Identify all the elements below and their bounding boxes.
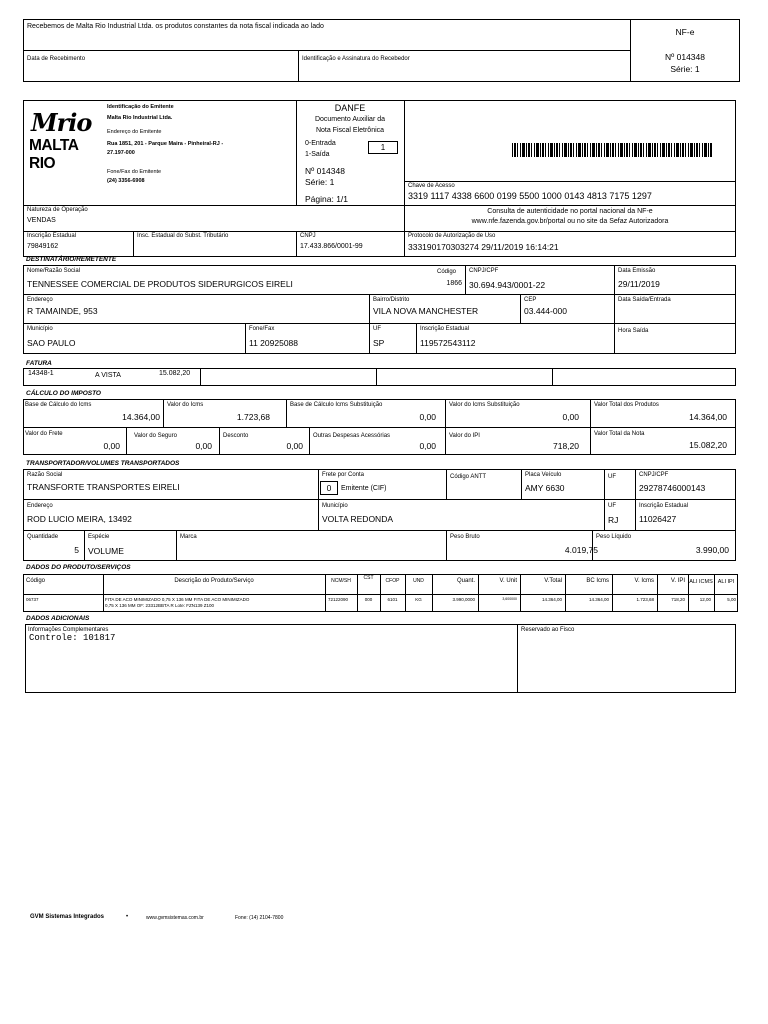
transp-cnpj-label: CNPJ/CPF (639, 472, 669, 478)
col-vicms: V. Icms (634, 578, 654, 584)
col-vtotal: V.Total (544, 578, 562, 584)
row-vicms: 1.723,68 (636, 597, 654, 602)
emitente-cnpj: 17.433.866/0001-99 (300, 243, 363, 250)
emitente-cnpj-label: CNPJ (300, 233, 316, 239)
canhoto-serie: Série: 1 (670, 64, 700, 74)
reservado-fisco-label: Reservado ao Fisco (521, 627, 575, 633)
transp-end-label: Endereço (27, 503, 53, 509)
danfe-sub1: Documento Auxiliar da (314, 116, 386, 123)
fatura-forma: A VISTA (95, 372, 121, 379)
transp-placa: AMY 6630 (525, 483, 565, 493)
chave-label: Chave de Acesso (408, 183, 455, 189)
desconto-label: Desconto (223, 433, 249, 439)
row-ncm: 72122090 (328, 597, 349, 602)
seguro-label: Valor do Seguro (134, 433, 177, 439)
row-desc1: FITA DE ACO MINIMIZADO 0,75 X 136 MM FITA DE ACO MINIMIZADO (105, 597, 250, 602)
assinatura-label: Identificação e Assinatura do Recebedor (302, 56, 410, 62)
row-aliicms: 12,00 (699, 597, 711, 602)
v-st: 0,00 (562, 412, 579, 422)
controle-text: Controle: 101817 (29, 633, 116, 643)
transp-frete-label: Frete por Conta (322, 472, 365, 478)
adicionais-box (25, 624, 736, 693)
dest-bairro: VILA NOVA MANCHESTER (373, 306, 479, 316)
transp-placa-label: Placa Veículo (525, 472, 562, 478)
transp-especie: VOLUME (88, 546, 124, 556)
v-prod: 14.364,00 (689, 412, 727, 422)
v-icms-label: Valor do Icms (167, 402, 204, 408)
transp-razao-label: Razão Social (27, 472, 63, 478)
transp-frete-desc: Emitente (CIF) (341, 485, 387, 492)
transp-qtd-label: Quantidade (27, 534, 59, 540)
dest-mun-label: Município (27, 326, 53, 332)
fatura-valor: 15.082,20 (159, 370, 191, 377)
transp-frete-code: 0 (320, 481, 338, 495)
row-cfop: 6101 (387, 597, 398, 602)
emitente-endereco: Rua 1851, 201 - Parque Maira - Pinheiral-RJ - (107, 141, 224, 147)
dest-cnpj: 30.694.943/0001-22 (469, 280, 546, 290)
emitente-ie-label: Inscrição Estadual (27, 233, 77, 239)
danfe-entrada: 0-Entrada (305, 140, 336, 147)
footer-site[interactable]: www.gvmsistemas.com.br (146, 915, 204, 921)
barcode-image (512, 143, 712, 157)
consulta-text-2: www.nfe.fazenda.gov.br/portal ou no site da Sefaz Autorizadora (471, 218, 669, 225)
chave-value: 3319 1117 4338 6600 0199 5500 1000 0143 4813 7175 1297 (408, 191, 652, 201)
bc-icms: 14.364,00 (122, 412, 160, 422)
dest-uf: SP (373, 338, 385, 348)
dest-cep-label: CEP (524, 297, 537, 303)
row-vtotal: 14.364,00 (541, 597, 562, 602)
col-vunit: V. Unit (499, 578, 517, 584)
footer-bullet-icon: • (126, 914, 129, 920)
danfe-serie: Série: 1 (305, 177, 335, 187)
peso-bruto-label: Peso Bruto (450, 534, 480, 540)
fatura-section: FATURA (26, 360, 52, 367)
emitente-ie-st-label: Insc. Estadual do Subst. Tributário (137, 233, 229, 239)
canhoto-numero: Nº 014348 (665, 52, 705, 62)
row-desc2: 0,75 X 136 MM OF: 23312BBTA R Lote: FZN139 Z100 (105, 603, 214, 608)
frete-label: Valor do Frete (25, 431, 63, 437)
transp-ie: 11026427 (639, 514, 677, 524)
danfe-pagina: Página: 1/1 (305, 194, 349, 204)
row-vipi: 718,20 (671, 597, 685, 602)
transp-endereco: ROD LUCIO MEIRA, 13492 (27, 514, 132, 524)
danfe-saida: 1-Saída (305, 151, 330, 158)
row-codigo: 06737 (26, 597, 39, 602)
data-recebimento-label: Data de Recebimento (27, 56, 86, 62)
transp-cnpj: 29278746000143 (639, 483, 706, 493)
canhoto-nfe: NF-e (675, 27, 695, 37)
col-vipi: V. IPI (670, 578, 685, 584)
emitente-cep: 27.197-000 (107, 150, 135, 156)
emitente-id-label: Identificação do Emitente (107, 104, 174, 110)
col-und: UND (413, 578, 424, 584)
footer-fone: Fone: (14) 2104-7800 (235, 915, 284, 921)
transp-ie-label: Inscrição Estadual (639, 503, 689, 509)
dest-uf-label: UF (373, 326, 381, 332)
emitente-end-label: Endereço do Emitente (107, 129, 162, 135)
logo-script: Mrio (31, 108, 92, 137)
ipi-label: Valor do IPI (449, 433, 480, 439)
dest-municipio: SAO PAULO (27, 338, 76, 348)
dest-fone: 11 20925088 (249, 338, 299, 348)
peso-liq: 3.990,00 (695, 545, 729, 555)
dest-fone-label: Fone/Fax (249, 326, 275, 332)
v-icms: 1.723,68 (236, 412, 270, 422)
transportador-section: TRANSPORTADOR/VOLUMES TRANSPORTADOS (26, 460, 180, 467)
dest-nome: TENNESSEE COMERCIAL DE PRODUTOS SIDERURGICOS EIRELI (27, 279, 293, 289)
info-complementares-label: Informações Complementares (28, 627, 109, 633)
peso-bruto: 4.019,75 (564, 545, 598, 555)
col-bc: BC Icms (586, 578, 609, 584)
fatura-numero: 14348-1 (28, 370, 54, 377)
row-vunit: 3,600000 (502, 597, 517, 601)
v-nota-label: Valor Total da Nota (594, 431, 645, 437)
emitente-fone: (24) 3356-6908 (107, 178, 145, 184)
bc-icms-label: Base de Cálculo do Icms (25, 402, 92, 408)
danfe-tipo: 1 (368, 141, 398, 154)
desconto: 0,00 (286, 441, 303, 451)
dest-hora-label: Hora Saída (618, 328, 649, 334)
dest-cnpj-label: CNPJ/CPF (469, 268, 499, 274)
dest-codigo-label: Código (437, 269, 457, 275)
destinatario-section: DESTINATÁRIO/REMETENTE (26, 256, 117, 263)
transp-mun-label: Município (322, 503, 348, 509)
col-quant: Quant. (456, 578, 475, 584)
dest-endereco: R TAMAINDE, 953 (27, 306, 98, 316)
fatura-box (23, 368, 736, 386)
dest-emissao: 29/11/2019 (618, 279, 660, 289)
dest-emissao-label: Data Emissão (618, 268, 656, 274)
row-bc: 14.364,00 (588, 597, 609, 602)
produtos-section: DADOS DO PRODUTO/SERVIÇOS (26, 564, 131, 571)
transp-especie-label: Espécie (88, 534, 110, 540)
canhoto-text: Recebemos de Malta Rio Industrial Ltda. os produtos constantes da nota fiscal indicada ao lado (27, 23, 324, 30)
transp-qtd: 5 (74, 545, 79, 555)
natureza-value: VENDAS (27, 217, 56, 224)
col-codigo: Código (26, 578, 46, 584)
dest-ie-label: Inscrição Estadual (420, 326, 470, 332)
col-ali-icms: ALI ICMS (689, 579, 713, 585)
transp-uf2-label: UF (608, 503, 616, 509)
col-cfop: CFOP (385, 578, 400, 584)
dest-codigo: 1866 (446, 280, 462, 287)
emitente-fone-label: Fone/Fax do Emitente (107, 169, 162, 175)
transp-uf-label: UF (608, 474, 616, 480)
frete: 0,00 (103, 441, 120, 451)
table-row (23, 596, 738, 611)
danfe-sub2: Nota Fiscal Eletrônica (315, 127, 385, 134)
adicionais-section: DADOS ADICIONAIS (26, 615, 90, 622)
bc-st: 0,00 (419, 412, 436, 422)
row-und: KG (415, 597, 422, 602)
row-cst: 000 (364, 597, 373, 602)
outras: 0,00 (419, 441, 436, 451)
protocolo-label: Protocolo de Autorização de Uso (408, 233, 496, 239)
danfe-numero: Nº 014348 (305, 166, 345, 176)
transp-municipio: VOLTA REDONDA (322, 514, 394, 524)
dest-nome-label: Nome/Razão Social (27, 268, 81, 274)
row-aliipi: 5,00 (727, 597, 736, 602)
row-quant: 3.990,0000 (452, 597, 475, 602)
col-ncm: NCM/SH (331, 578, 351, 584)
emitente-name: Malta Rio Industrial Ltda. (107, 115, 173, 121)
transp-razao: TRANSFORTE TRANSPORTES EIRELI (27, 482, 180, 492)
protocolo-value: 333190170303274 29/11/2019 16:14:21 (408, 242, 559, 252)
ipi: 718,20 (553, 441, 579, 451)
dest-saida-label: Data Saída/Entrada (618, 297, 671, 303)
dest-ie: 119572543112 (420, 338, 476, 348)
footer-company: GVM Sistemas Integrados (30, 914, 105, 920)
bc-st-label: Base de Cálculo Icms Substituição (290, 402, 383, 408)
transp-antt-label: Código ANTT (450, 474, 487, 480)
seguro: 0,00 (195, 441, 212, 451)
col-descricao: Descrição do Produto/Serviço (174, 578, 254, 584)
dest-end-label: Endereço (27, 297, 53, 303)
v-nota: 15.082,20 (689, 440, 727, 450)
natureza-label: Natureza de Operação (27, 207, 88, 213)
logo-name: MALTA RIO (29, 137, 78, 172)
imposto-section: CÁLCULO DO IMPOSTO (26, 390, 101, 397)
peso-liq-label: Peso Líquido (596, 534, 632, 540)
outras-label: Outras Despesas Acessórias (313, 433, 391, 439)
danfe-title: DANFE (334, 103, 366, 113)
company-logo (29, 108, 99, 172)
consulta-text-1: Consulta de autenticidade no portal nacional da NF-e (487, 208, 653, 215)
col-ali-ipi: ALI IPI (717, 579, 735, 585)
dest-cep: 03.444-000 (524, 306, 568, 316)
col-cst: CST (363, 575, 374, 581)
transp-uf2: RJ (608, 515, 619, 525)
v-prod-label: Valor Total dos Produtos (594, 402, 659, 408)
v-st-label: Valor do Icms Substituição (449, 402, 520, 408)
emitente-ie: 79849162 (27, 243, 59, 250)
transp-marca-label: Marca (180, 534, 197, 540)
dest-bairro-label: Bairro/Distrito (373, 297, 410, 303)
